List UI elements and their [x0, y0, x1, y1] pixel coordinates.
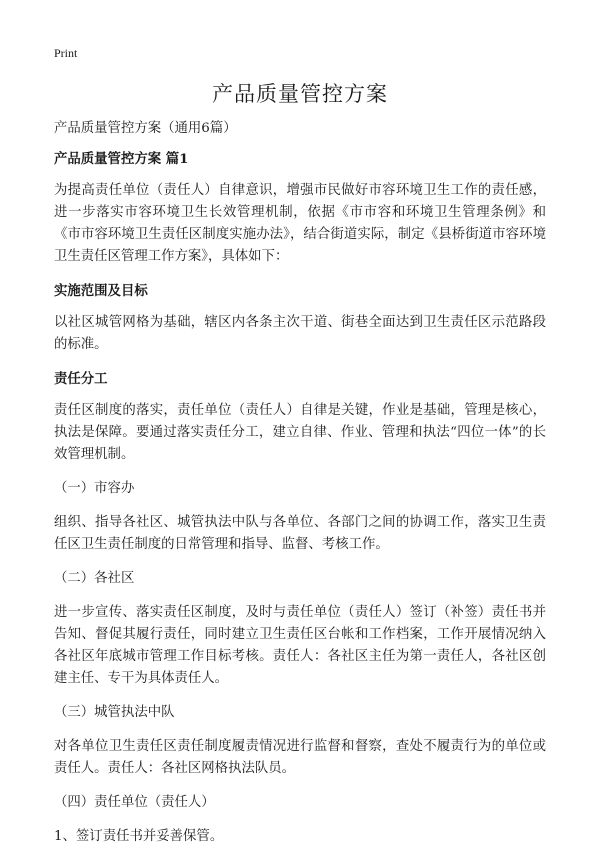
- city-office-paragraph: 组织、指导各社区、城管执法中队与各单位、各部门之间的协调工作，落实卫生责任区卫生责任制度的日常管理和指导、监督、考核工作。: [54, 515, 546, 552]
- scope-paragraph: 以社区城管网格为基础，辖区内各条主次干道、街巷全面达到卫生责任区示范路段的标准。: [54, 315, 546, 352]
- duty-heading: 责任分工: [54, 371, 108, 387]
- subheading-enforcement: （三）城管执法中队: [54, 705, 175, 720]
- subheading-city-office: （一）市容办: [54, 481, 135, 496]
- document-title: 产品质量管控方案: [212, 82, 388, 106]
- document-body: [54, 118, 546, 860]
- document-subtitle: 产品质量管控方案（通用6篇）: [54, 121, 237, 136]
- enforcement-paragraph: 对各单位卫生责任区责任制度履责情况进行监督和督察，查处不履责行为的单位或责任人。责任人：各社区网格执法队员。: [54, 739, 546, 776]
- list-item: 1、签订责任书并妥善保管。: [54, 829, 224, 844]
- section-heading: 产品质量管控方案 篇1: [54, 151, 189, 167]
- duty-paragraph: 责任区制度的落实，责任单位（责任人）自律是关键，作业是基础，管理是核心，执法是保障。要通过落实责任分工，建立自律、作业、管理和执法“四位一体”的长效管理机制。: [54, 403, 546, 462]
- subheading-responsible-units: （四）责任单位（责任人）: [54, 795, 215, 810]
- communities-paragraph: 进一步宣传、落实责任区制度，及时与责任单位（责任人）签订（补签）责任书并告知、督促其履行责任，同时建立卫生责任区台帐和工作档案，工作开展情况纳入各社区年底城市管理工作目标考核。责任人：各社区主任为第一责任人，各社区创建主任、专干为具体责任人。: [54, 605, 546, 686]
- print-link[interactable]: Print: [54, 46, 78, 60]
- intro-paragraph: 为提高责任单位（责任人）自律意识，增强市民做好市容环境卫生工作的责任感，进一步落实市容环境卫生长效管理机制，依据《市市容和环境卫生管理条例》和《市市容环境卫生责任区制度实施办法》，结合街道实际，制定《县桥街道市容环境卫生责任区管理工作方案》，具体如下：: [54, 183, 546, 264]
- subheading-communities: （二）各社区: [54, 571, 135, 586]
- scope-heading: 实施范围及目标: [54, 283, 148, 299]
